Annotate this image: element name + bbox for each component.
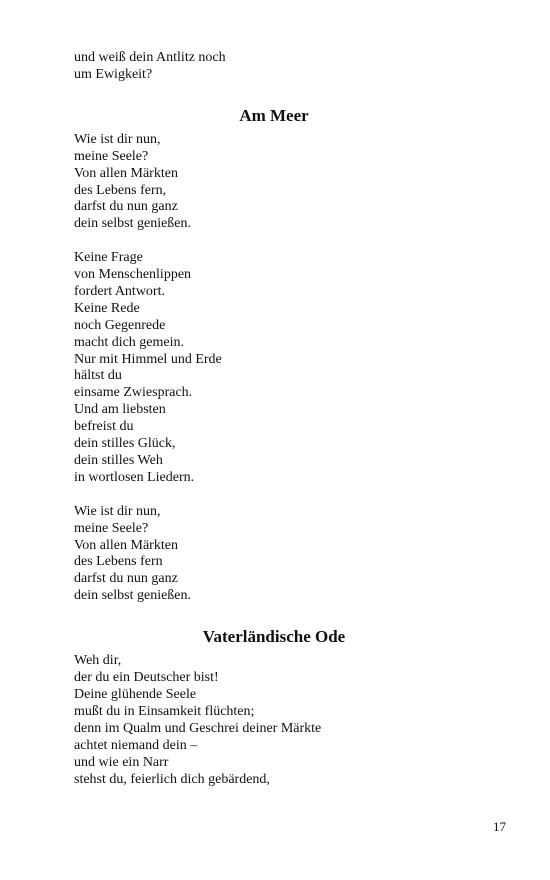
poem-line: befreist du (74, 419, 134, 435)
poem-title-am-meer: Am Meer (239, 105, 309, 125)
poem-line: und wie ein Narr (74, 754, 169, 770)
stanza-gap (74, 233, 514, 250)
poem-line: dein selbst genießen. (74, 588, 192, 604)
poem-line: Nur mit Himmel und Erde (74, 351, 222, 367)
poem-line: des Lebens fern, (74, 182, 167, 198)
poem-line: hältst du (74, 368, 122, 384)
poem-line: Von allen Märkten (74, 537, 178, 553)
page-number: 17 (493, 819, 506, 834)
poem-line: in wortlosen Liedern. (74, 469, 195, 485)
poem-line: meine Seele? (74, 520, 149, 536)
poem-line: Keine Frage (74, 250, 143, 266)
poem-line: darfst du nun ganz (74, 571, 178, 587)
poem-line: macht dich gemein. (74, 334, 185, 350)
poem-line: Und am liebsten (74, 402, 166, 418)
poem-line: Keine Rede (74, 300, 140, 316)
poem2-stanza-1 (74, 653, 514, 788)
poem-line: um Ewigkeit? (74, 66, 153, 82)
poem-line: stehst du, feierlich dich gebärdend, (74, 771, 270, 787)
poem-line: Deine glühende Seele (74, 686, 197, 702)
poem-line: meine Seele? (74, 148, 149, 164)
poem-line: denn im Qualm und Geschrei deiner Märkte (74, 720, 322, 736)
poem-line: dein stilles Weh (74, 453, 163, 469)
poem1-stanza-2 (74, 250, 514, 487)
page-body (74, 50, 514, 788)
poem-line: dein stilles Glück, (74, 436, 176, 452)
intro-stanza (74, 50, 514, 84)
poem-line: noch Gegenrede (74, 317, 166, 333)
poem-line: dein selbst genießen. (74, 216, 192, 232)
poem-line: Weh dir, (74, 653, 122, 669)
poem-line: und weiß dein Antlitz noch (74, 50, 226, 65)
poem1-stanza-1 (74, 132, 514, 233)
poem-line: von Menschenlippen (74, 267, 192, 283)
poem-line: achtet niemand dein – (74, 737, 198, 753)
poem-line: fordert Antwort. (74, 283, 165, 299)
poem1-stanza-3 (74, 504, 514, 605)
poem-line: Wie ist dir nun, (74, 503, 161, 519)
poem-line: einsame Zwiesprach. (74, 385, 193, 401)
poem-line: Von allen Märkten (74, 165, 178, 181)
poem-line: des Lebens fern (74, 554, 163, 570)
poem-line: Wie ist dir nun, (74, 131, 161, 147)
poem-line: darfst du nun ganz (74, 199, 178, 215)
stanza-gap (74, 487, 514, 504)
poem-title-vaterlaendische-ode: Vaterländische Ode (202, 627, 346, 647)
poem-line: mußt du in Einsamkeit flüchten; (74, 703, 255, 719)
poem-line: der du ein Deutscher bist! (74, 670, 219, 686)
